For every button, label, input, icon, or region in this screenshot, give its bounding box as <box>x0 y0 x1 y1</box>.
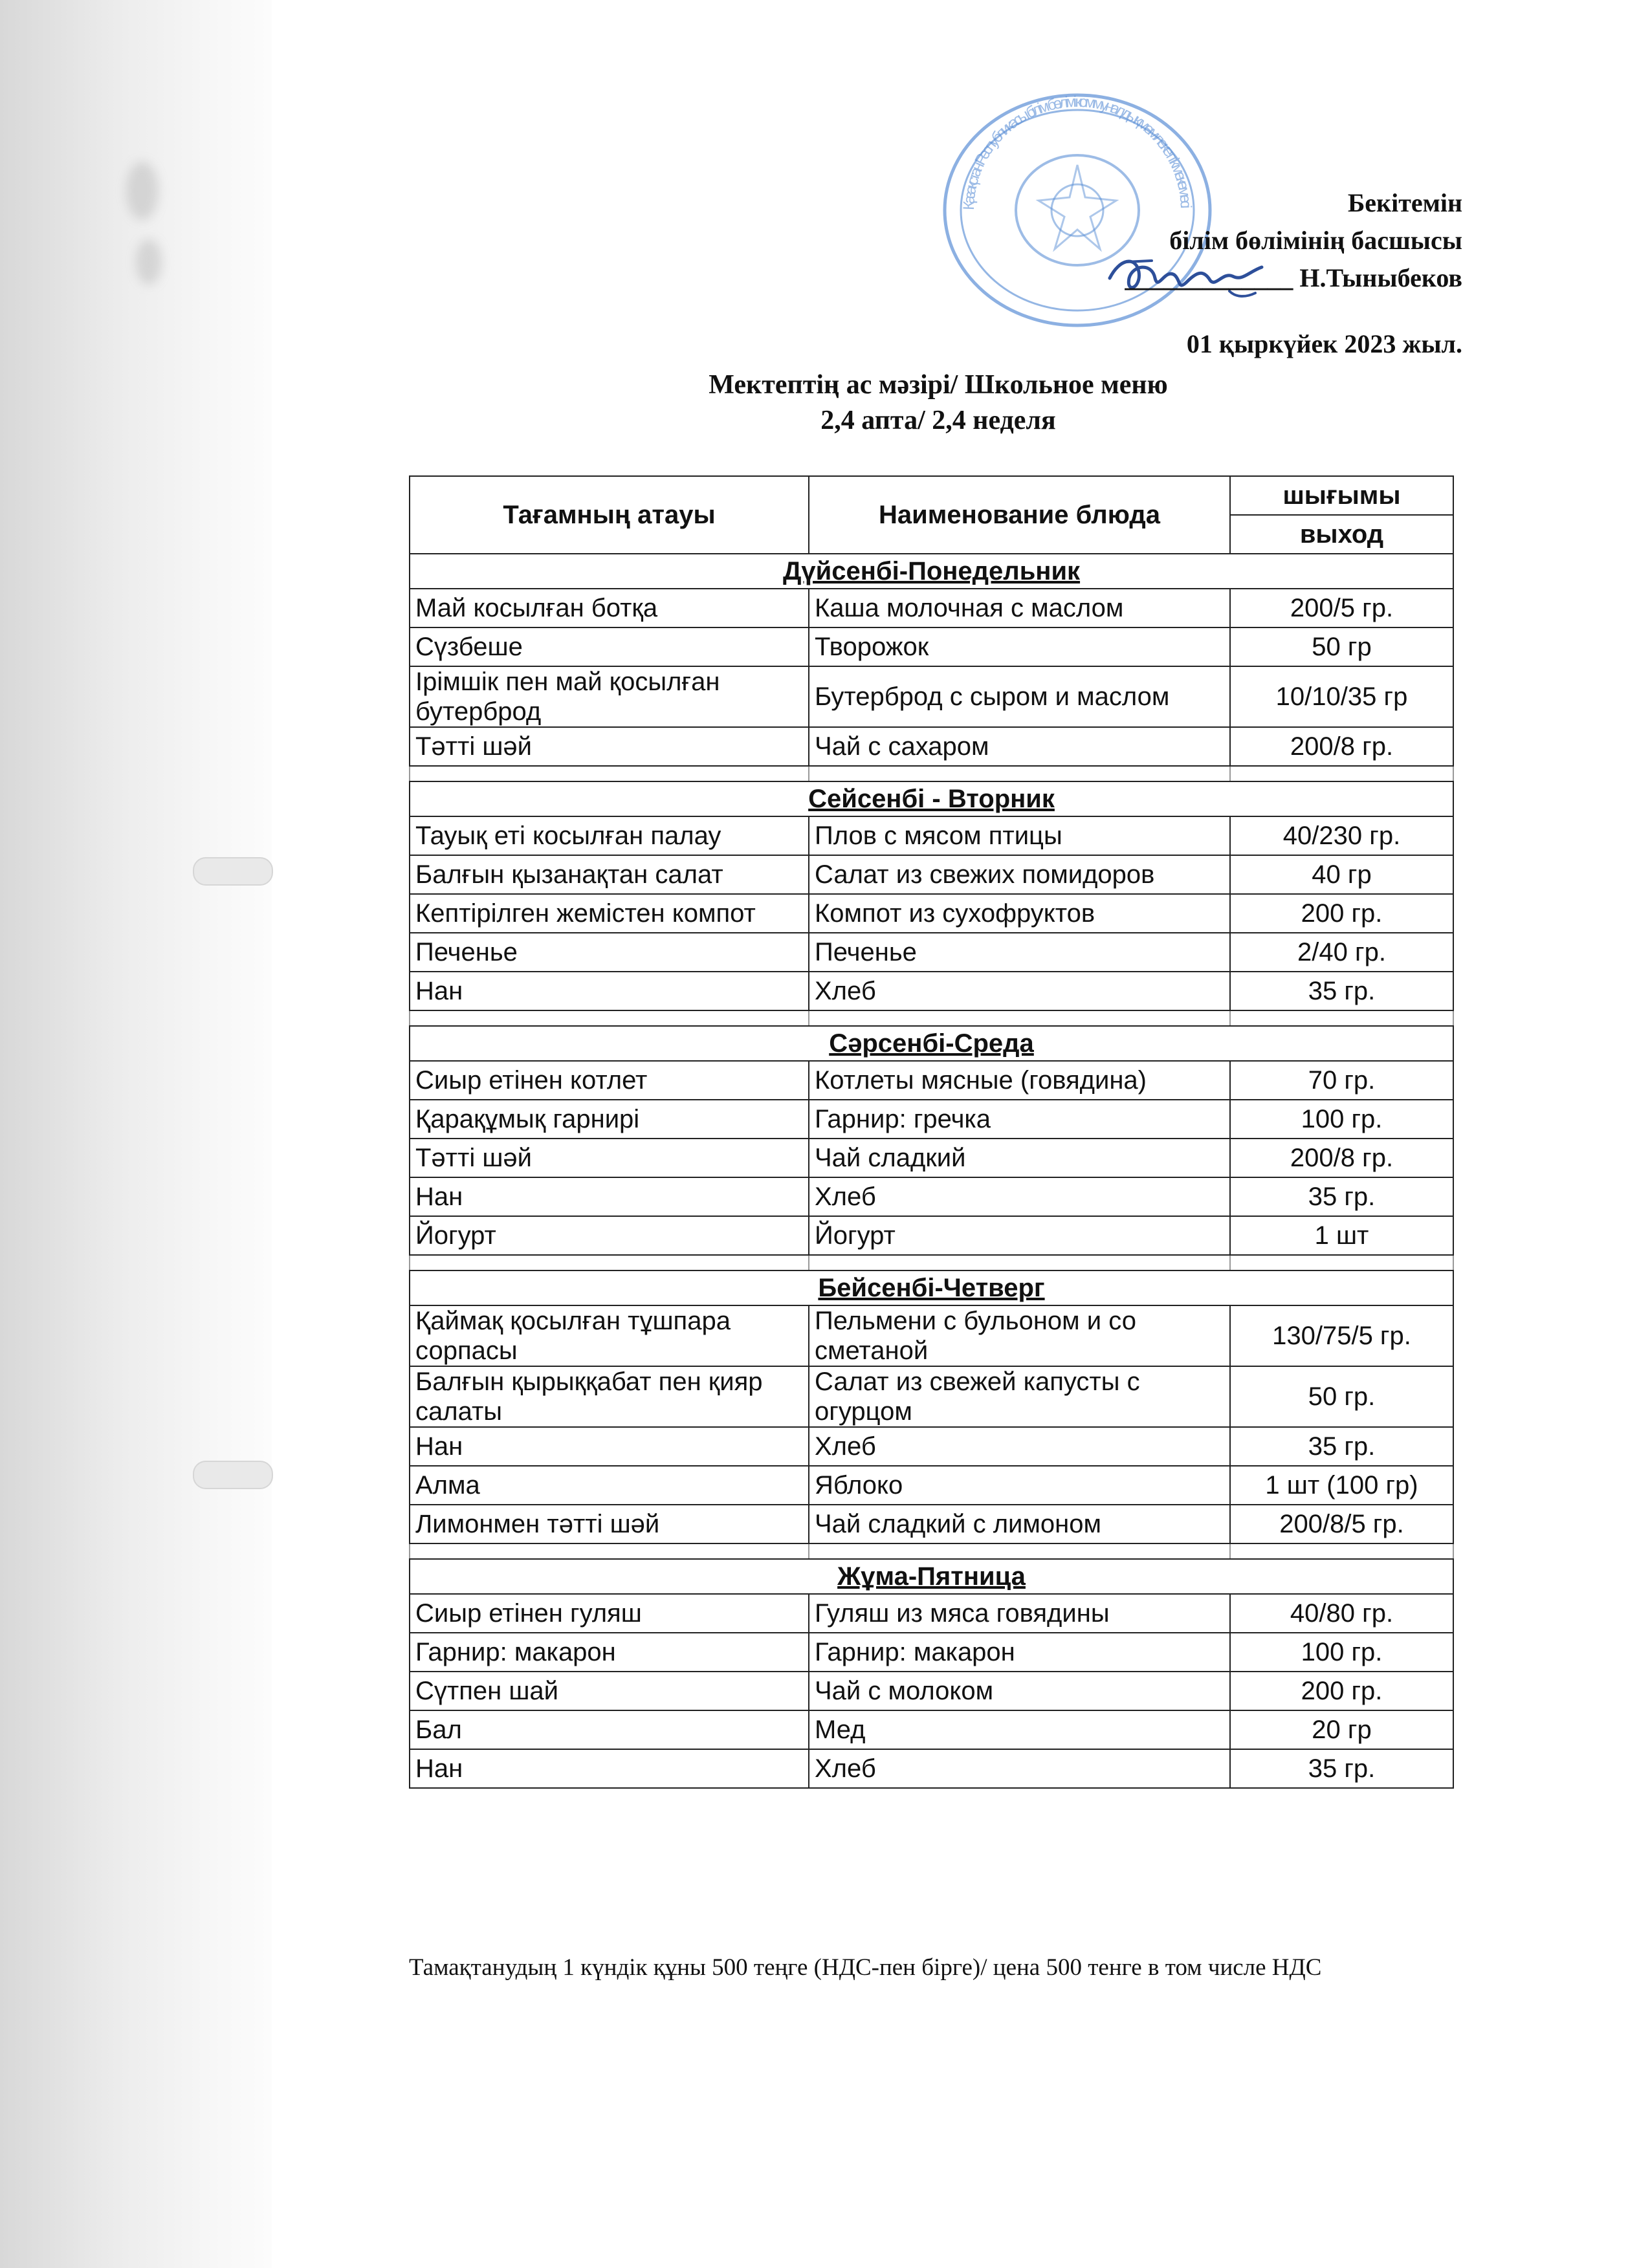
header-output-ru: выход <box>1230 515 1453 554</box>
dish-name-kz: Балғын қырыққабат пен қияр салаты <box>410 1366 809 1427</box>
table-row <box>410 1305 1453 1366</box>
dish-name-ru: Печенье <box>809 933 1230 972</box>
day-title: Бейсенбі-Четверг <box>410 1270 1453 1305</box>
table-row <box>410 727 1453 766</box>
approval-block <box>919 184 1462 363</box>
spacer-row <box>410 1543 1453 1559</box>
dish-name-kz: Печенье <box>410 933 809 972</box>
spacer-cell <box>809 1255 1230 1270</box>
dish-name-ru: Яблоко <box>809 1466 1230 1505</box>
spacer-cell <box>1230 1010 1453 1026</box>
spacer-row <box>410 1255 1453 1270</box>
day-header-row <box>410 554 1453 589</box>
table-row <box>410 666 1453 727</box>
stamp-text: Қазақстан Республикасы білім бөлімі коммуналдық мемлекеттік мекемесі <box>960 93 1195 211</box>
dish-name-kz: Алма <box>410 1466 809 1505</box>
spacer-cell <box>809 766 1230 781</box>
dish-name-kz: Нан <box>410 1177 809 1216</box>
menu-table <box>409 475 1454 1789</box>
table-row <box>410 816 1453 855</box>
dish-name-ru: Котлеты мясные (говядина) <box>809 1061 1230 1100</box>
dish-name-kz: Нан <box>410 1749 809 1788</box>
day-header-row <box>410 1559 1453 1594</box>
day-header-row <box>410 781 1453 816</box>
dish-name-ru: Йогурт <box>809 1216 1230 1255</box>
table-row <box>410 1710 1453 1749</box>
dish-name-kz: Бал <box>410 1710 809 1749</box>
table-row <box>410 627 1453 666</box>
table-row <box>410 933 1453 972</box>
header-name-kz: Тағамның атауы <box>410 476 809 554</box>
dish-name-ru: Пельмени с бульоном и со сметаной <box>809 1305 1230 1366</box>
dish-name-kz: Сүзбеше <box>410 627 809 666</box>
spacer-cell <box>410 1543 809 1559</box>
spacer-cell <box>809 1543 1230 1559</box>
dish-output: 1 шт (100 гр) <box>1230 1466 1453 1505</box>
day-title: Дүйсенбі-Понедельник <box>410 554 1453 589</box>
dish-name-ru: Плов с мясом птицы <box>809 816 1230 855</box>
dish-output: 10/10/35 гр <box>1230 666 1453 727</box>
dish-name-kz: Сүтпен шай <box>410 1672 809 1710</box>
dish-output: 200 гр. <box>1230 894 1453 933</box>
day-header-row <box>410 1270 1453 1305</box>
approval-signatory: _____________ Н.Тыныбеков <box>1125 263 1462 292</box>
dish-name-kz: Тәтті шәй <box>410 1139 809 1177</box>
dish-name-ru: Гарнир: гречка <box>809 1100 1230 1139</box>
dish-name-kz: Кептірілген жемістен компот <box>410 894 809 933</box>
table-row <box>410 1672 1453 1710</box>
dish-output: 40/80 гр. <box>1230 1594 1453 1633</box>
table-row <box>410 1505 1453 1543</box>
day-title: Сейсенбі - Вторник <box>410 781 1453 816</box>
dish-output: 35 гр. <box>1230 1749 1453 1788</box>
header-output-kz: шығымы <box>1230 476 1453 515</box>
punch-hole <box>193 857 273 886</box>
menu-body <box>410 554 1453 1788</box>
table-row <box>410 589 1453 627</box>
dish-name-ru: Чай с сахаром <box>809 727 1230 766</box>
dish-output: 40/230 гр. <box>1230 816 1453 855</box>
approval-position: білім бөлімінің басшысы <box>1169 226 1462 255</box>
dish-output: 35 гр. <box>1230 1177 1453 1216</box>
table-row <box>410 1177 1453 1216</box>
table-row <box>410 1427 1453 1466</box>
approval-date: 01 қыркүйек 2023 жыл. <box>1186 329 1462 358</box>
spacer-cell <box>809 1010 1230 1026</box>
spacer-row <box>410 1010 1453 1026</box>
dish-name-kz: Май косылған ботқа <box>410 589 809 627</box>
dish-output: 70 гр. <box>1230 1061 1453 1100</box>
price-note: Тамақтанудың 1 күндік құны 500 теңге (НДС-пен бірге)/ цена 500 тенге в том числе НДС <box>409 1954 1322 1981</box>
day-header-row <box>410 1026 1453 1061</box>
table-row <box>410 1749 1453 1788</box>
dish-name-kz: Лимонмен тәтті шәй <box>410 1505 809 1543</box>
table-row <box>410 1216 1453 1255</box>
table-row <box>410 1594 1453 1633</box>
spacer-cell <box>1230 766 1453 781</box>
dish-name-kz: Қарақұмық гарнирі <box>410 1100 809 1139</box>
dish-name-kz: Гарнир: макарон <box>410 1633 809 1672</box>
spacer-cell <box>1230 1255 1453 1270</box>
dish-output: 20 гр <box>1230 1710 1453 1749</box>
scan-smudge <box>136 239 162 285</box>
dish-name-ru: Чай сладкий <box>809 1139 1230 1177</box>
dish-output: 40 гр <box>1230 855 1453 894</box>
dish-name-ru: Хлеб <box>809 1427 1230 1466</box>
title-week: 2,4 апта/ 2,4 неделя <box>820 406 1056 435</box>
title-menu: Мектептің ас мәзірі/ Школьное меню <box>709 370 1168 400</box>
table-row <box>410 855 1453 894</box>
dish-name-kz: Тәтті шәй <box>410 727 809 766</box>
punch-hole <box>193 1461 273 1489</box>
dish-output: 2/40 гр. <box>1230 933 1453 972</box>
spacer-cell <box>410 1010 809 1026</box>
dish-output: 200 гр. <box>1230 1672 1453 1710</box>
dish-name-ru: Мед <box>809 1710 1230 1749</box>
dish-output: 200/5 гр. <box>1230 589 1453 627</box>
dish-name-ru: Чай сладкий с лимоном <box>809 1505 1230 1543</box>
dish-name-ru: Салат из свежих помидоров <box>809 855 1230 894</box>
table-row <box>410 1100 1453 1139</box>
dish-name-kz: Ірімшік пен май қосылған бутерброд <box>410 666 809 727</box>
dish-name-kz: Тауық еті косылған палау <box>410 816 809 855</box>
dish-name-ru: Гуляш из мяса говядины <box>809 1594 1230 1633</box>
dish-name-ru: Хлеб <box>809 1177 1230 1216</box>
dish-output: 130/75/5 гр. <box>1230 1305 1453 1366</box>
dish-output: 200/8/5 гр. <box>1230 1505 1453 1543</box>
dish-output: 50 гр. <box>1230 1366 1453 1427</box>
dish-output: 50 гр <box>1230 627 1453 666</box>
dish-name-kz: Йогурт <box>410 1216 809 1255</box>
day-title: Сәрсенбі-Среда <box>410 1026 1453 1061</box>
dish-output: 35 гр. <box>1230 972 1453 1010</box>
dish-name-kz: Нан <box>410 972 809 1010</box>
table-row <box>410 972 1453 1010</box>
dish-name-ru: Хлеб <box>809 1749 1230 1788</box>
dish-output: 100 гр. <box>1230 1100 1453 1139</box>
table-row <box>410 1466 1453 1505</box>
spacer-row <box>410 766 1453 781</box>
dish-output: 35 гр. <box>1230 1427 1453 1466</box>
table-row <box>410 1366 1453 1427</box>
dish-name-ru: Бутерброд с сыром и маслом <box>809 666 1230 727</box>
dish-name-ru: Хлеб <box>809 972 1230 1010</box>
dish-name-ru: Каша молочная с маслом <box>809 589 1230 627</box>
dish-output: 1 шт <box>1230 1216 1453 1255</box>
dish-name-kz: Қаймақ қосылған тұшпара сорпасы <box>410 1305 809 1366</box>
scan-smudge <box>126 162 159 220</box>
header-name-ru: Наименование блюда <box>809 476 1230 554</box>
dish-output: 200/8 гр. <box>1230 727 1453 766</box>
dish-output: 100 гр. <box>1230 1633 1453 1672</box>
dish-name-kz: Нан <box>410 1427 809 1466</box>
dish-name-kz: Сиыр етінен котлет <box>410 1061 809 1100</box>
dish-name-kz: Балғын қызанақтан салат <box>410 855 809 894</box>
spacer-cell <box>410 1255 809 1270</box>
day-title: Жұма-Пятница <box>410 1559 1453 1594</box>
dish-name-ru: Творожок <box>809 627 1230 666</box>
document-title <box>582 367 1294 439</box>
dish-name-ru: Компот из сухофруктов <box>809 894 1230 933</box>
dish-name-kz: Сиыр етінен гуляш <box>410 1594 809 1633</box>
approval-heading: Бекітемін <box>1347 188 1462 217</box>
spacer-cell <box>1230 1543 1453 1559</box>
dish-name-ru: Гарнир: макарон <box>809 1633 1230 1672</box>
table-row <box>410 1061 1453 1100</box>
spacer-cell <box>410 766 809 781</box>
dish-name-ru: Салат из свежей капусты с огурцом <box>809 1366 1230 1427</box>
dish-name-ru: Чай с молоком <box>809 1672 1230 1710</box>
table-row <box>410 1139 1453 1177</box>
dish-output: 200/8 гр. <box>1230 1139 1453 1177</box>
table-row <box>410 894 1453 933</box>
table-row <box>410 1633 1453 1672</box>
